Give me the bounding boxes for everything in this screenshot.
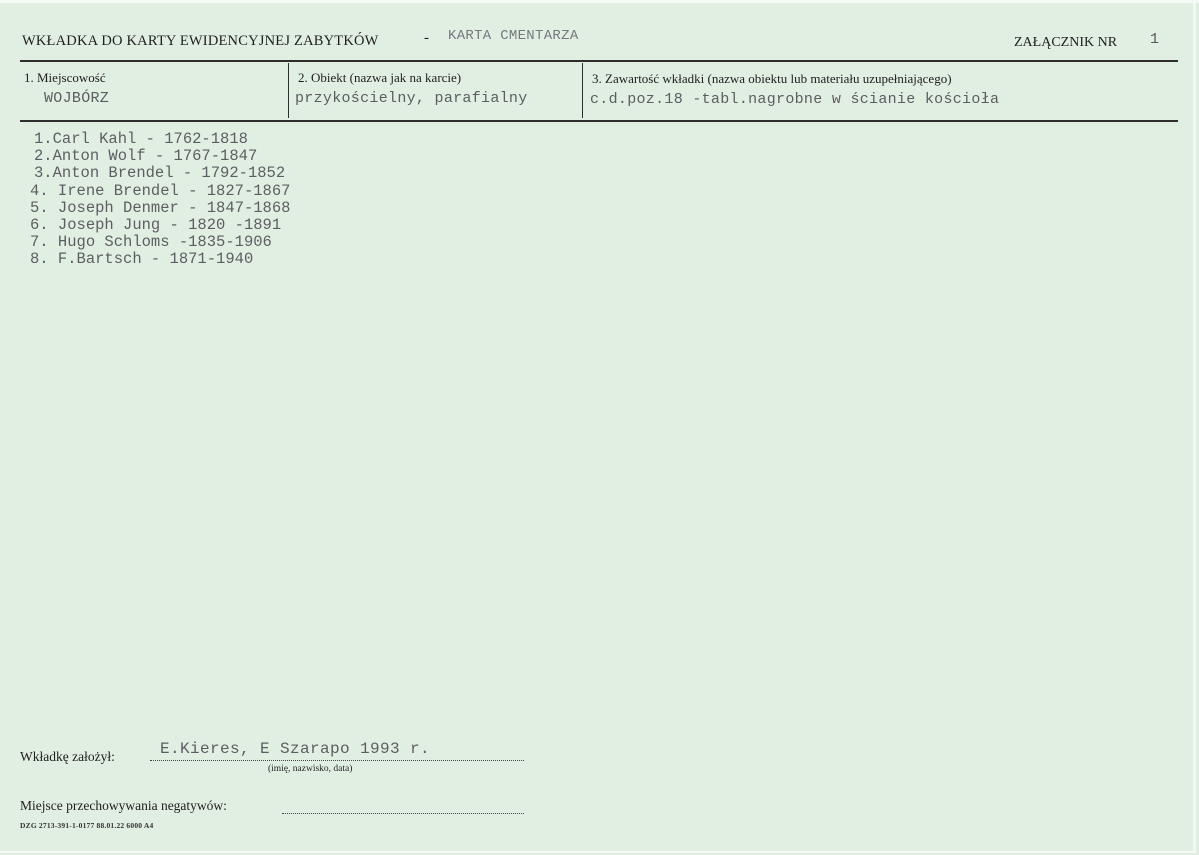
form-title: WKŁADKA DO KARTY EWIDENCYJNEJ ZABYTKÓW — [22, 33, 379, 49]
card-top-edge — [0, 0, 1199, 3]
column-divider-2 — [582, 63, 583, 118]
annex-label: ZAŁĄCZNIK NR — [1014, 35, 1118, 50]
locality-value: WOJBÓRZ — [44, 90, 110, 107]
founder-dotted-line — [150, 760, 524, 761]
locality-label: 1. Miejscowość — [24, 70, 106, 85]
entry-text: Hugo Schloms -1835-1906 — [48, 233, 272, 252]
entry-text: F.Bartsch - 1871-1940 — [48, 250, 254, 269]
list-item — [30, 234, 290, 251]
contents-value: c.d.poz.18 -tabl.nagrobne w ścianie kościoła — [590, 91, 1000, 108]
gravestone-list — [30, 130, 291, 269]
entry-text: Anton Wolf - 1767-1847 — [52, 147, 258, 166]
list-item — [34, 148, 290, 165]
header-rule-top — [20, 60, 1178, 62]
entry-number: 2. — [34, 147, 53, 166]
entry-text: Anton Brendel - 1792-1852 — [52, 164, 286, 183]
founder-hint: (imię, nazwisko, data) — [268, 764, 353, 774]
entry-number: 1. — [34, 130, 53, 148]
founder-label: Wkładkę założył: — [20, 749, 115, 764]
print-code: DZG 2713-391-1-0177 88.01.22 6000 A4 — [20, 821, 154, 830]
header-rule-bottom — [20, 120, 1178, 122]
card-type-typed: KARTA CMENTARZA — [448, 28, 579, 44]
title-separator: - — [424, 30, 429, 46]
storage-dotted-line — [282, 813, 524, 814]
entry-number: 7. — [30, 233, 49, 252]
entry-number: 8. — [30, 250, 49, 269]
entry-number: 5. — [30, 198, 49, 217]
storage-label: Miejsce przechowywania negatywów: — [20, 798, 227, 813]
entry-text: Carl Kahl - 1762-1818 — [52, 130, 248, 148]
entry-number: 3. — [34, 164, 53, 183]
column-divider-1 — [288, 63, 289, 118]
list-item — [34, 165, 290, 182]
entry-text: Joseph Denmer - 1847-1868 — [48, 198, 291, 217]
object-value: przykościelny, parafialny — [295, 90, 528, 107]
entry-number: 4. — [30, 181, 49, 200]
object-label: 2. Obiekt (nazwa jak na karcie) — [298, 70, 462, 85]
list-item — [30, 251, 290, 268]
contents-label: 3. Zawartość wkładki (nazwa obiektu lub materiału uzupełniającego) — [592, 71, 952, 86]
founder-value: E.Kieres, E Szarapo 1993 r. — [160, 740, 431, 758]
list-item — [34, 131, 290, 148]
entry-text: Joseph Jung - 1820 -1891 — [48, 216, 282, 235]
list-item — [30, 183, 290, 200]
list-item — [30, 200, 290, 217]
entry-text: Irene Brendel - 1827-1867 — [48, 181, 291, 200]
list-item — [30, 217, 290, 234]
entry-number: 6. — [30, 216, 49, 235]
annex-number: 1 — [1150, 31, 1160, 48]
